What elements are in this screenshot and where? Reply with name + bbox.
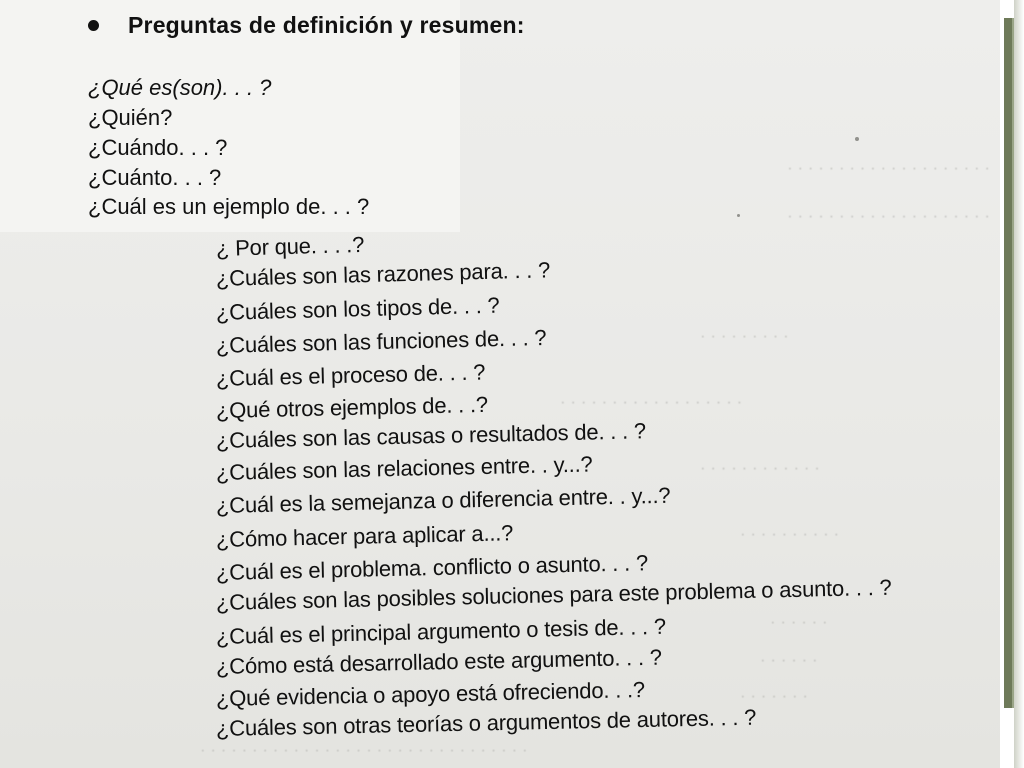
slide-side-bar	[1000, 0, 1024, 768]
definition-section	[0, 0, 525, 232]
bleed-through-text: · · · · · · · · · · · · · · · · · ·	[560, 392, 743, 411]
question-item: ¿Cuáles son otras teorías o argumentos de autores. . . ?	[215, 704, 757, 741]
bleed-through-text: · · · · · · · · ·	[700, 326, 789, 345]
side-stripe	[1004, 18, 1014, 708]
question-item: ¿Cómo hacer para aplicar a...?	[215, 520, 514, 552]
question-item: ¿Cuáles son las causas o resultados de. . . ?	[215, 418, 647, 453]
question-item: ¿Cómo está desarrollado este argumento. . . ?	[215, 644, 663, 679]
question-item: ¿ Por que. . . .?	[215, 231, 365, 261]
bleed-through-text: · · · · · · · · · · · ·	[700, 458, 820, 477]
bullet-icon	[88, 20, 99, 31]
question-item: ¿Qué evidencia o apoyo está ofreciendo. . .?	[215, 677, 646, 711]
section-heading: Preguntas de definición y resumen:	[128, 12, 525, 38]
side-shade	[1014, 0, 1024, 768]
top-question: ¿Qué es(son). . . ?	[88, 75, 272, 100]
bleed-through-text: · · · · · · · · · · · · · · · · · · · ·	[787, 158, 990, 177]
top-question: ¿Cuál es un ejemplo de. . . ?	[88, 194, 370, 219]
top-question: ¿Quién?	[88, 105, 173, 130]
top-question: ¿Cuánto. . . ?	[88, 165, 222, 190]
question-item: ¿Cuál es la semejanza o diferencia entre. . y...?	[215, 482, 671, 518]
question-item: ¿Cuál es el problema. conflicto o asunto. . . ?	[215, 550, 649, 585]
top-question: ¿Cuándo. . . ?	[88, 135, 228, 160]
bleed-through-text: · · · · · · · · · · · · · · · · · · · ·	[787, 206, 990, 225]
bleed-through-text: · · · · · ·	[760, 650, 818, 669]
ink-spot	[737, 214, 740, 217]
question-item: ¿Cuáles son los tipos de. . . ?	[215, 292, 500, 325]
question-item: ¿Cuál es el principal argumento o tesis de. . . ?	[215, 613, 667, 649]
bleed-through-text: · · · · · · · · · · · · · · · · · · · · · · · · · · · · · · · ·	[200, 740, 528, 759]
bleed-through-text: · · · · · · · · · ·	[740, 524, 840, 543]
question-item: ¿Cuáles son las funciones de. . . ?	[215, 324, 547, 358]
bleed-through-text: · · · · · ·	[770, 612, 828, 631]
question-item: ¿Qué otros ejemplos de. . .?	[215, 391, 489, 423]
question-item: ¿Cuáles son las posibles soluciones para este problema o asunto. . . ?	[215, 574, 892, 615]
question-item: ¿Cuál es el proceso de. . . ?	[215, 359, 486, 391]
question-item: ¿Cuáles son las razones para. . . ?	[215, 257, 551, 291]
question-item: ¿Cuáles son las relaciones entre. . y...?	[215, 451, 593, 485]
ink-spot	[855, 137, 859, 141]
bleed-through-text: · · · · · · ·	[740, 686, 808, 705]
